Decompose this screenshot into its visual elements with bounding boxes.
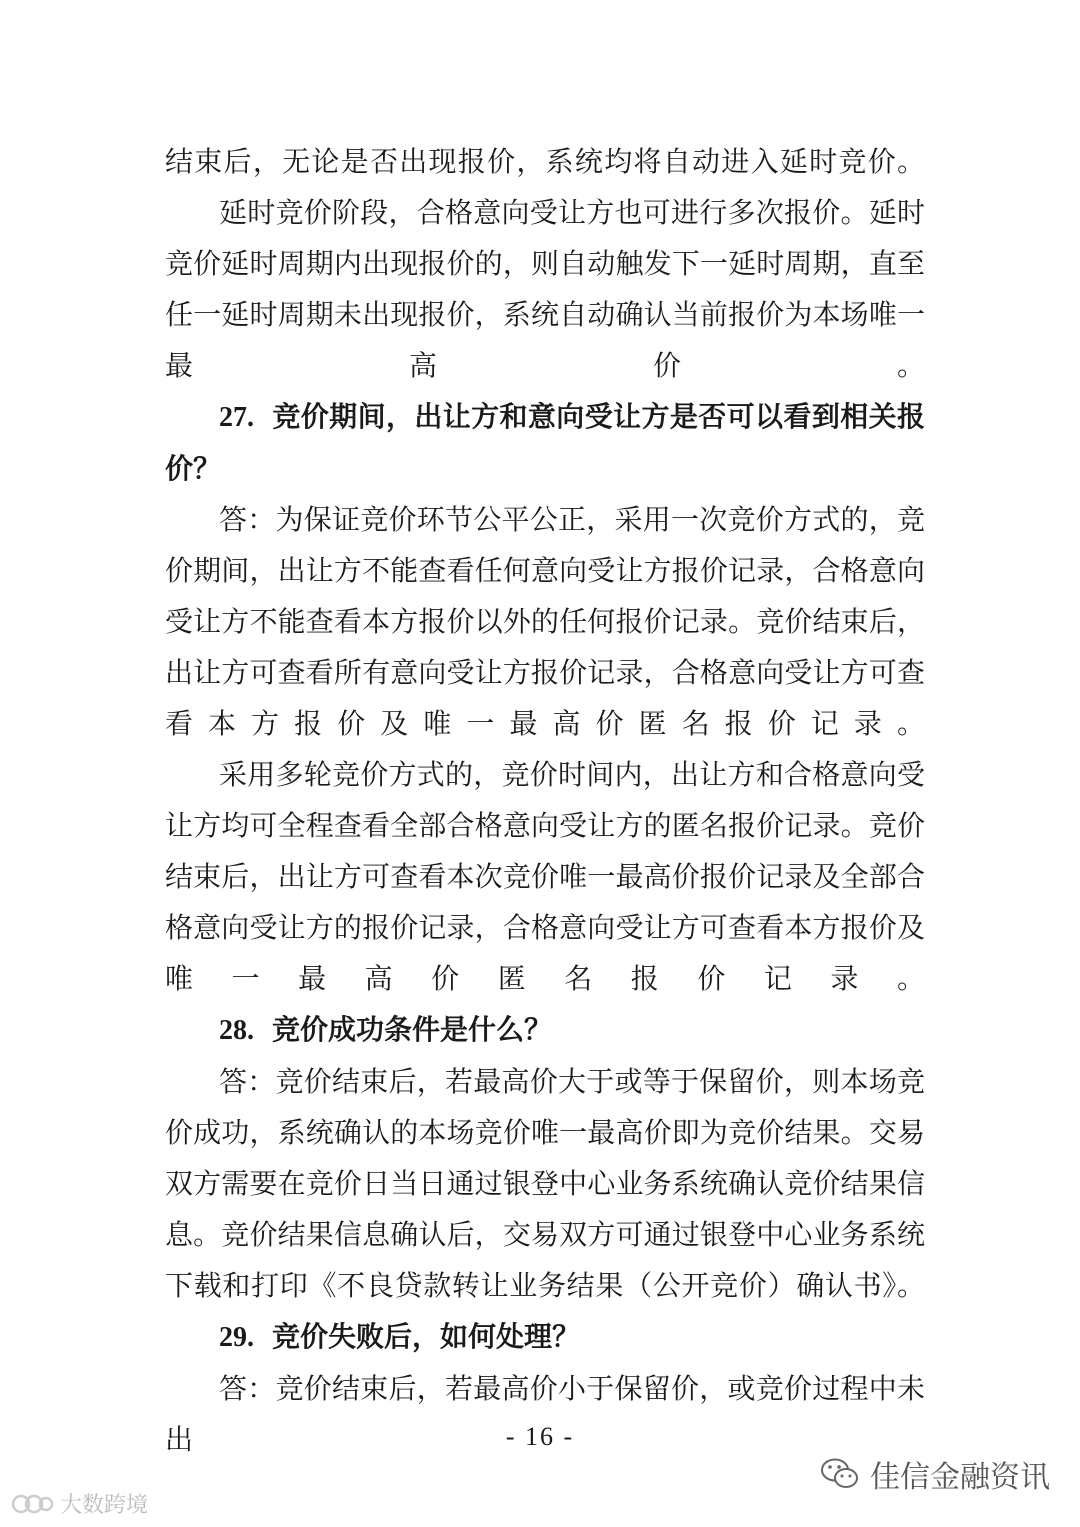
logo-mark <box>10 1491 54 1517</box>
paragraph: 延时竞价阶段，合格意向受让方也可进行多次报价。延时竞价延时周期内出现报价的，则自动触发下一延时周期，直至任一延时周期未出现报价，系统自动确认当前报价为本场唯一最高价。 <box>165 196 925 382</box>
question-number: 27. <box>219 402 254 433</box>
answer-paragraph: 答：竞价结束后，若最高价小于保留价，或竞价过程中未出 <box>165 1372 925 1456</box>
question-number: 28. <box>219 1015 254 1046</box>
question-heading-27 <box>165 391 925 494</box>
question-heading-28 <box>165 1004 925 1056</box>
watermark-label: 大数跨境 <box>60 1493 149 1518</box>
watermark-right <box>820 1452 1050 1496</box>
question-text: 竞价成功条件是什么？ <box>272 1013 553 1046</box>
watermark-left <box>10 1488 148 1519</box>
question-number: 29. <box>219 1322 254 1353</box>
question-heading-29 <box>165 1311 925 1363</box>
watermark-label: 佳信金融资讯 <box>870 1460 1050 1495</box>
answer-paragraph: 答：竞价结束后，若最高价大于或等于保留价，则本场竞价成功，系统确认的本场竞价唯一最高价即为竞价结果。交易双方需要在竞价日当日通过银登中心业务系统确认竞价结果信息。竞价结果信息确认后，交易双方可通过银登中心业务系统下载和打印《不良贷款转让业务结果（公开竞价）确认书》。 <box>165 1065 925 1302</box>
question-text: 竞价失败后，如何处理？ <box>272 1320 581 1353</box>
page-content <box>165 136 925 1465</box>
paragraph: 结束后，无论是否出现报价，系统均将自动进入延时竞价。 <box>165 145 925 178</box>
page-number: - 16 - <box>505 1422 575 1451</box>
wechat-icon <box>820 1457 860 1491</box>
answer-paragraph: 答：为保证竞价环节公平公正，采用一次竞价方式的，竞价期间，出让方不能查看任何意向受让方报价记录，合格意向受让方不能查看本方报价以外的任何报价记录。竞价结束后，出让方可查看所有意向受让方报价记录，合格意向受让方可查看本方报价及唯一最高价匿名报价记录。 <box>165 503 925 740</box>
question-text: 竞价期间，出让方和意向受让方是否可以看到相关报价？ <box>165 400 925 485</box>
answer-paragraph: 采用多轮竞价方式的，竞价时间内，出让方和合格意向受让方均可全程查看全部合格意向受让方的匿名报价记录。竞价结束后，出让方可查看本次竞价唯一最高价报价记录及全部合格意向受让方的报价记录，合格意向受让方可查看本方报价及唯一最高价匿名报价记录。 <box>165 758 925 995</box>
